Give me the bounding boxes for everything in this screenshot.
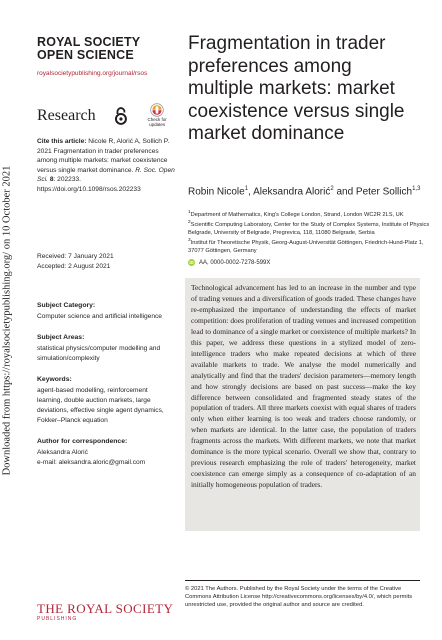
section-label: Research bbox=[37, 107, 96, 124]
author-separator: and bbox=[333, 186, 356, 198]
correspondence-heading: Author for correspondence: bbox=[37, 438, 128, 445]
article-title: Fragmentation in trader preferences among multiple markets: market coexistence versus single market dominance bbox=[188, 33, 405, 144]
subject-areas-body: statistical physics/computer modelling and simulation/complexity bbox=[37, 345, 161, 362]
affiliation: $^2$Scientific Computing Laboratory, Center for the Study of Complex Systems, Institute of Physics Belgrade, University of Belgrade, Pregrevica, 118, 11080 Belgrade, Serbia bbox=[188, 219, 430, 236]
cite-journal: R. Soc. Open Sci. bbox=[37, 166, 175, 183]
sidebar bbox=[37, 35, 175, 468]
affiliation-text: Scientific Computing Laboratory, Center for the Study of Complex Systems, Institute of Physics Belgrade, University of Belgrade, Pregrevica, 118, 11080 Belgrade, Serbia bbox=[188, 221, 430, 236]
check-for-updates-button[interactable] bbox=[142, 103, 172, 129]
journal-logo-line2: OPEN SCIENCE bbox=[37, 48, 134, 62]
affiliations bbox=[188, 209, 433, 255]
check-for-updates-icon bbox=[150, 103, 164, 117]
doi-link[interactable]: https://doi.org/10.1098/rsos.202233 bbox=[37, 185, 141, 193]
author-name: Peter Sollich bbox=[355, 186, 413, 198]
subject-category-body: Computer science and artificial intelligence bbox=[37, 313, 162, 320]
cite-volume: 8 bbox=[49, 176, 54, 183]
publisher-logo bbox=[37, 602, 173, 622]
abstract-box: Technological advancement has led to an increase in the number and type of trading venues and a diversification of goods traded. These changes have re-emphasized the importance of understanding the effects of market competition: does proliferation of trading venues and increased competition lead to dominance of a single market or coexistence of multiple markets? In this paper, we address these questions in a stylized model of zero-intelligence traders who make repeated decisions at which of three available markets to trade. We analyse the model numerically and analytically and find that the traders' decision parameters—memory length and how strongly decisions are based on past success—make the key difference between consolidated and fragmented steady states of the population of traders. All three markets coexist with equal shares of traders only when either learning is too weak and traders choose randomly, or when markets are identical. In the latter case, the population of traders fragments across the markets. With different markets, we note that market dominance is the more typical scenario. Overall we show that, contrary to previous research emphasizing the role of traders' heterogeneity, market coexistence can emerge simply as a consequence of co-adaptation of an initially homogeneous population of traders. bbox=[185, 278, 420, 531]
check-updates-line1: Check for bbox=[147, 117, 167, 122]
copyright-notice: © 2021 The Authors. Published by the Royal Society under the terms of the Creative Commons Attribution License http://creativecommons.org/licenses/by/4.0/, which permits unrestricted use, provided the original author and source are credited. bbox=[185, 580, 420, 610]
download-stamp-text: Downloaded from https://royalsocietypublishing.org/ on 10 October 2021 bbox=[1, 165, 13, 475]
author-affil-mark: 2 bbox=[330, 186, 334, 192]
correspondence-body bbox=[37, 448, 172, 468]
affiliation: $^3$Institut für Theoretische Physik, Georg-August-Universität Göttingen, Friedrich-Hund-Platz 1, 37077 Göttingen, Germany bbox=[188, 238, 424, 255]
download-stamp bbox=[0, 0, 18, 640]
author-separator: , bbox=[248, 186, 254, 198]
journal-url-link[interactable]: royalsocietypublishing.org/journal/rsos bbox=[37, 70, 148, 77]
author-list bbox=[188, 186, 420, 197]
author-name: Aleksandra Alorić bbox=[253, 186, 331, 198]
subject-category-heading: Subject Category: bbox=[37, 302, 96, 309]
correspondence-name: Aleksandra Alorić bbox=[37, 449, 88, 456]
received-date: Received: 7 January 2021 bbox=[37, 253, 114, 260]
affiliation: $^1$Department of Mathematics, King's College London, Strand, London WC2R 2LS, UK bbox=[188, 210, 404, 218]
publisher-sub: PUBLISHING bbox=[37, 616, 78, 622]
check-updates-line2: updates bbox=[149, 122, 166, 127]
orcid-row[interactable] bbox=[188, 259, 270, 266]
open-access-icon bbox=[114, 106, 128, 126]
accepted-date: Accepted: 2 August 2021 bbox=[37, 263, 111, 270]
cite-article: : 202233. bbox=[53, 176, 82, 183]
cite-label: Cite this article: bbox=[37, 138, 87, 145]
correspondence-email[interactable]: e-mail: aleksandra.aloric@gmail.com bbox=[37, 459, 146, 466]
publisher-name: THE ROYAL SOCIETY bbox=[37, 601, 174, 616]
dates-block bbox=[37, 252, 172, 272]
author-affil-mark: 1,3 bbox=[412, 186, 421, 192]
journal-logo-line1: ROYAL SOCIETY bbox=[37, 35, 141, 49]
keywords-body: agent-based modelling, reinforcement learning, double auction markets, large deviations, effective single agent dynamics, Fokker–Planck equation bbox=[37, 387, 164, 424]
subject-areas-heading: Subject Areas: bbox=[37, 334, 85, 341]
affiliation-text: Institut für Theoretische Physik, Georg-August-Universität Göttingen, Friedrich-Hund-Platz 1, 37077 Göttingen, Germany bbox=[188, 239, 424, 255]
orcid-icon: iD bbox=[189, 260, 194, 265]
affiliation-text: Department of Mathematics, King's College London, Strand, London WC2R 2LS, UK bbox=[190, 211, 404, 218]
orcid-text: AA, 0000-0002-7278-599X bbox=[199, 259, 271, 266]
author-name: Robin Nicole bbox=[188, 186, 245, 198]
author-affil-mark: 1 bbox=[244, 186, 249, 192]
keywords-heading: Keywords: bbox=[37, 376, 72, 383]
research-row bbox=[37, 103, 172, 129]
citation-block bbox=[37, 137, 175, 194]
journal-logo bbox=[37, 36, 172, 62]
cite-text: Nicole R, Alorić A, Sollich P. 2021 Fragmentation in trader preferences among multiple markets: market coexistence versus single market dominance. bbox=[37, 138, 170, 174]
